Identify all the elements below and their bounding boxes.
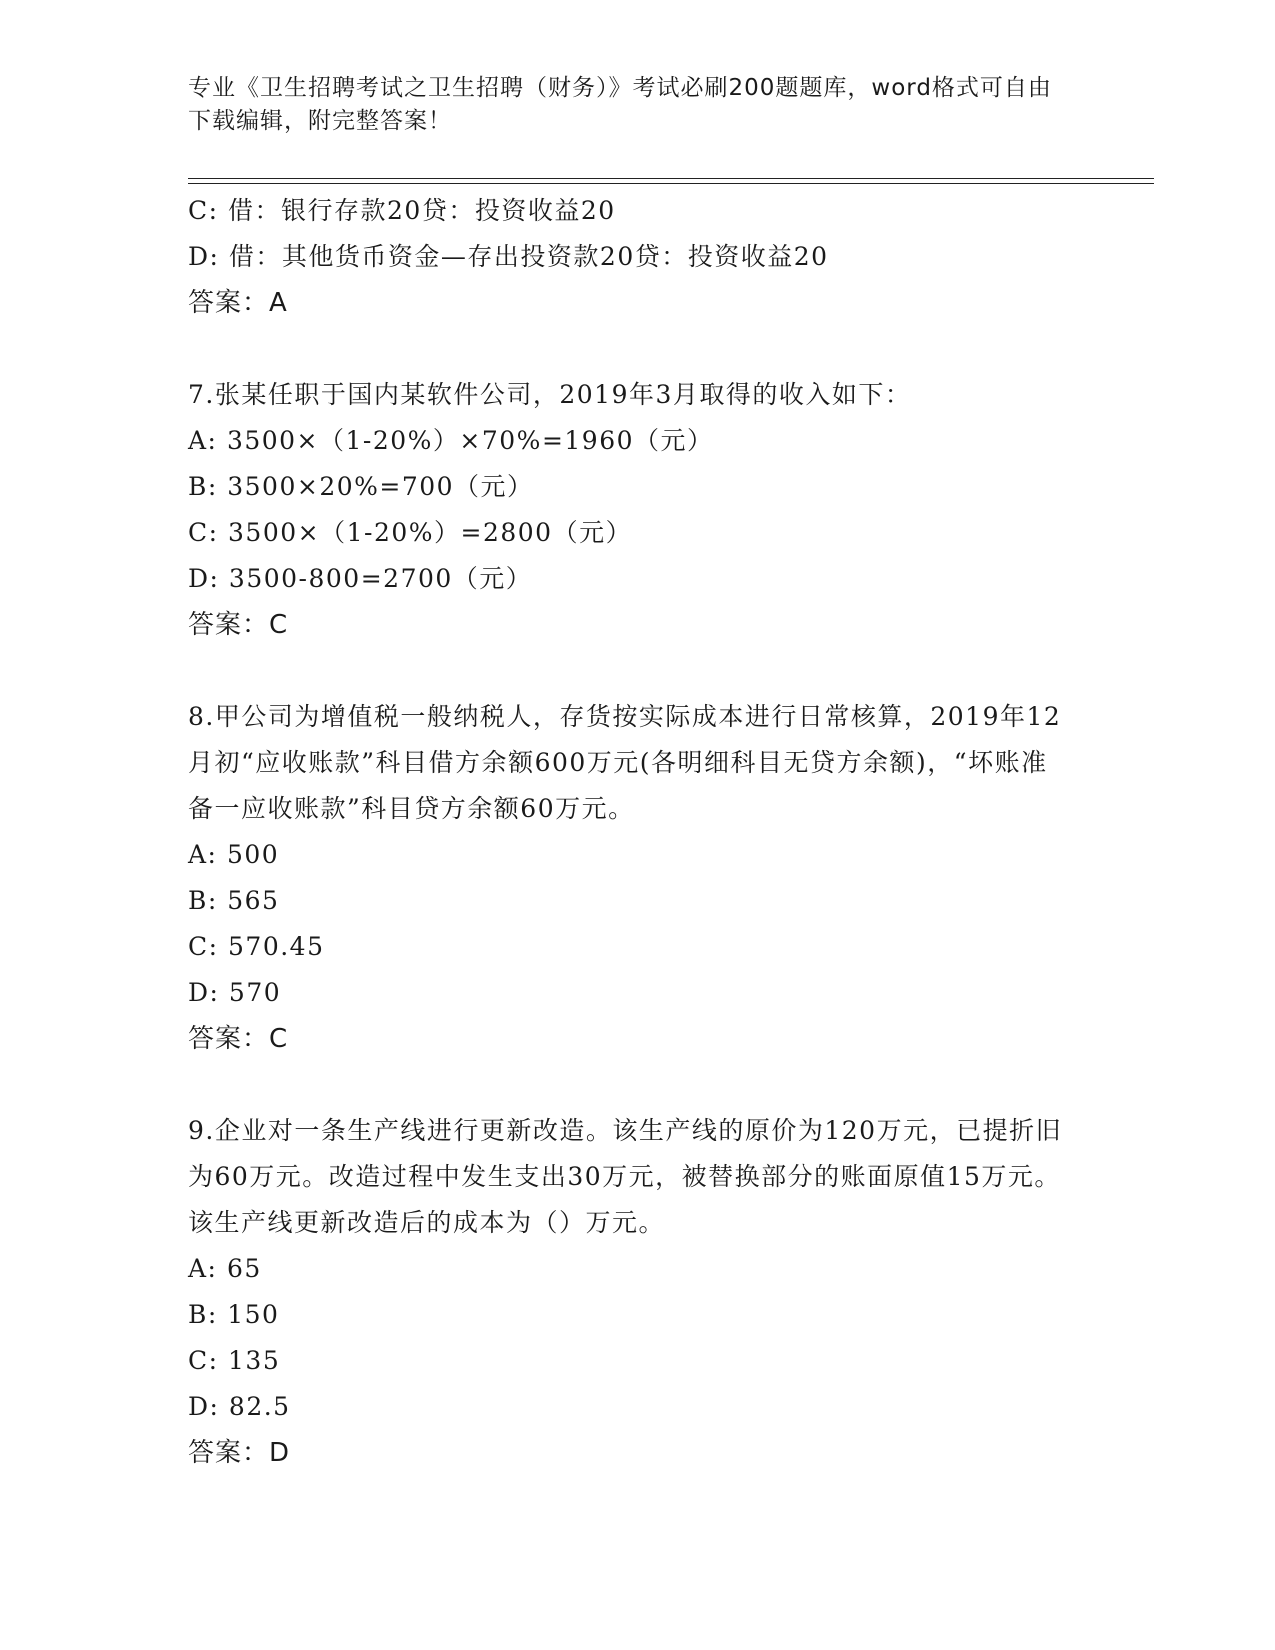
answer-line: 答案：C [188, 1024, 289, 1054]
option-c: C: 3500×（1-20%）=2800（元） [188, 518, 633, 547]
option-b: B: 150 [188, 1300, 280, 1329]
question-stem: 8.甲公司为增值税一般纳税人，存货按实际成本进行日常核算，2019年12月初“应收账款”科目借方余额600万元(各明细科目无贷方余额)，“坏账准备一应收账款”科目贷方余额60万元。 [188, 702, 1062, 823]
option-a: A: 65 [188, 1254, 262, 1283]
header-divider [188, 178, 1154, 179]
option-a: A: 500 [188, 840, 280, 869]
answer-line: 答案：A [188, 288, 288, 318]
question-9 [188, 1108, 1068, 1476]
option-c: C: 借：银行存款20贷：投资收益20 [188, 196, 616, 225]
option-b: B: 3500×20%=700（元） [188, 472, 534, 501]
question-stem: 7.张某任职于国内某软件公司，2019年3月取得的收入如下： [188, 380, 912, 409]
option-d: D: 借：其他货币资金—存出投资款20贷：投资收益20 [188, 242, 829, 271]
question-7 [188, 372, 1068, 648]
answer-line: 答案：D [188, 1438, 291, 1468]
page-header: 专业《卫生招聘考试之卫生招聘（财务）》考试必刷200题题库，word格式可自由下载编辑，附完整答案！ [188, 75, 1052, 134]
option-d: D: 82.5 [188, 1392, 291, 1421]
question-list [188, 188, 1068, 1476]
option-a: A: 3500×（1-20%）×70%=1960（元） [188, 426, 714, 455]
option-b: B: 565 [188, 886, 280, 915]
option-c: C: 570.45 [188, 932, 325, 961]
answer-line: 答案：C [188, 610, 289, 640]
header-divider-double [188, 183, 1154, 184]
option-d: D: 570 [188, 978, 282, 1007]
question-stem: 9.企业对一条生产线进行更新改造。该生产线的原价为120万元，已提折旧为60万元。改造过程中发生支出30万元，被替换部分的账面原值15万元。该生产线更新改造后的成本为（）万元。 [188, 1116, 1063, 1237]
question-8 [188, 694, 1068, 1062]
option-c: C: 135 [188, 1346, 281, 1375]
previous-question-continuation [188, 188, 1068, 326]
option-d: D: 3500-800=2700（元） [188, 564, 533, 593]
